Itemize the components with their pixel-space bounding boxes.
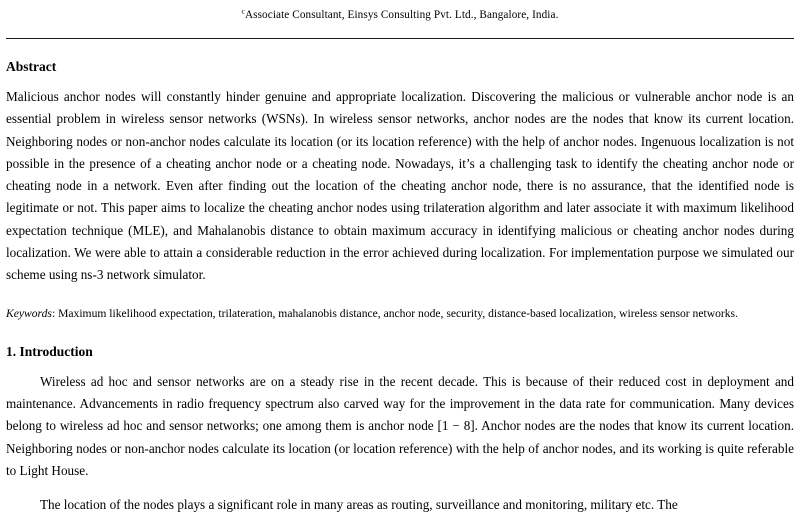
header-divider [6, 38, 794, 39]
keywords-label: Keywords [6, 306, 52, 320]
abstract-heading: Abstract [6, 59, 57, 74]
introduction-paragraph-2: The location of the nodes plays a significant role in many areas as routing, surveillance and monitoring, military etc. The [40, 497, 678, 513]
abstract-body: Malicious anchor nodes will constantly hinder genuine and appropriate localization. Discovering the malicious or vulnerable anchor node is an essential problem in wireless sensor networks (WSNs). In wireless sensor networks, anchor nodes are the nodes that know its current location. Neighboring nodes or non-anchor nodes calculate its location (or its location reference) with the help of anchor nodes. Ingenuous localization is not possible in the presence of a cheating anchor node or a cheating node. Nowadays, it’s a challenging task to identify the cheating anchor node or cheating node in a network. Even after finding out the location of the cheating anchor node, there is no assurance, that the identified node is legitimate or not. This paper aims to localize the cheating anchor nodes using trilateration algorithm and later associate it with maximum likelihood expectation technique (MLE), and Mahalanobis distance to obtain maximum accuracy in identifying malicious or cheating anchor nodes during localization. We were able to attain a considerable reduction in the error achieved during localization. For implementation purpose we simulated our scheme using ns-3 network simulator. [6, 89, 794, 283]
introduction-heading: 1. Introduction [6, 343, 93, 359]
keywords-separator: : [51, 306, 59, 320]
author-affiliation [6, 0, 794, 22]
affiliation-text: Associate Consultant, Einsys Consulting Pvt. Ltd., Bangalore, India. [244, 9, 559, 21]
keywords-list: Maximum likelihood expectation, trilateration, mahalanobis distance, anchor node, security, distance-based localization, wireless sensor networks. [58, 306, 738, 320]
affiliation-marker: c [241, 6, 245, 16]
keywords-line [6, 306, 794, 322]
introduction-paragraph-1: Wireless ad hoc and sensor networks are on a steady rise in the recent decade. This is because of their reduced cost in deployment and maintenance. Advancements in radio frequency spectrum also carved way for the improvement in the data rate for communication. Many devices belong to wireless ad hoc and sensor networks; one among them is anchor node [1 − 8]. Anchor nodes are the nodes that know its current location. Neighboring nodes or non-anchor nodes calculate its location (or location reference) with the help of anchor nodes, and its working is quite referable to Light House. [6, 373, 794, 478]
